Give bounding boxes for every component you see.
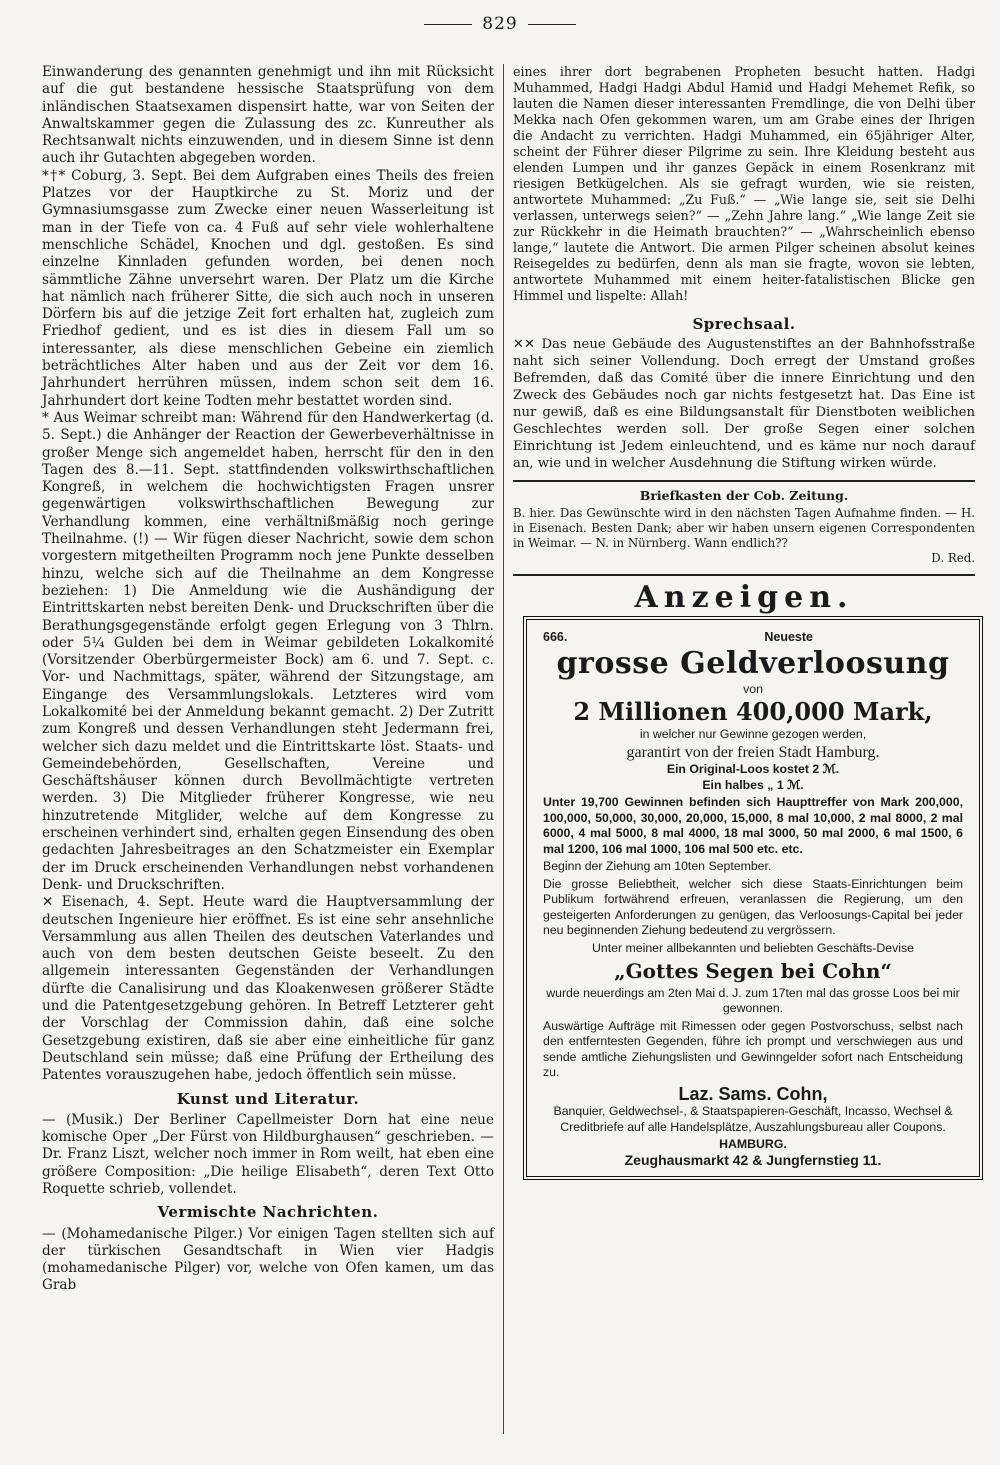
divider	[513, 480, 975, 482]
briefkasten-signature: D. Red.	[931, 551, 975, 565]
ad-won: wurde neuerdings am 2ten Mai d. J. zum 17ten mal das grosse Loos bei mir gewonnen.	[546, 985, 960, 1015]
ad-beginn: Beginn der Ziehung am 10ten September.	[543, 859, 772, 873]
anzeigen-heading: Anzeigen.	[634, 580, 854, 615]
article-coburg: *†* Coburg, 3. Sept. Bei dem Aufgraben eines Theils des freien Platzes vor der Hauptkirche zu St. Moriz und der Gymnasiumsgasse zum Zwecke einer neuen Wasserleitung ist man in der Tiefe von ca. 4 Fuß auf sehr viele wohlerhaltene menschliche Schädel, Knochen und dgl. gestoßen. Es sind einzelne Kinnladen gefunden worden, bei denen noch sämmtliche Zähne unversehrt waren. Der Platz um die Kirche hat nämlich nach früherer Sitte, die sich auch noch in unseren Dörfern bis auf die jetzige Zeit fort erhalten hat, zugleich zum Friedhof gedient, und es ist dies in diesem Fall um so interessanter, als diese menschlichen Gebeine ein ziemlich beträchtliches Alter haben und aus der Zeit vor dem 16. Jahrhundert herrühren müssen, indem schon seit dem 16. Jahrhundert dort keine Todten mehr bestattet worden sind.	[42, 167, 494, 409]
ad-firm: Laz. Sams. Cohn,	[678, 1083, 828, 1104]
ad-prizes: Unter 19,700 Gewinnen befinden sich Haupttreffer von Mark 200,000, 100,000, 50,000, 30,000, 20,000, 15,000, 8 mal 10,000, 2 mal 8000, 2 mal 6000, 4 mal 5000, 8 mal 4000, 18 mal 3000, 50 mal 2000, 6 mal 1500, 6 mal 1200, 106 mal 1000, 106 mal 500 etc. etc.	[543, 795, 963, 856]
ad-loos-full: Ein Original-Loos kostet 2 ℳ.	[666, 762, 840, 776]
ad-von: von	[743, 681, 763, 696]
kunst-text: — (Musik.) Der Berliner Capellmeister Dorn hat eine neue komische Oper „Der Fürst von Hildburghausen“ geschrieben. — Dr. Franz Liszt, welcher noch immer in Rom weilt, hat eben eine größere Composition: „Die heilige Elisabeth“, deren Text Otto Roquette schrieb, vollendet.	[42, 1111, 494, 1197]
ad-headline: grosse Geldverloosung	[556, 645, 950, 681]
ad-amount: 2 Millionen 400,000 Mark,	[573, 697, 933, 726]
page-number: 829	[0, 14, 1000, 34]
article-weimar: * Aus Weimar schreibt man: Während für den Handwerkertag (d. 5. Sept.) die Anhänger der Reaction der Gewerbeverhältnisse in großer Menge sich angemeldet haben, herrscht für den in den Tagen des 8.—11. Sept. stattfindenden volkswirthschaftlichen Kongreß, in welchem die hochwichtigsten Fragen unsrer gegenwärtigen volkswirthschaftlichen Bewegung zur Verhandlung kommen, eine verhältnißmäßig noch geringe Theilnahme. (!) — Wir fügen dieser Nachricht, sowie dem schon vorgestern mitgetheilten Programm noch jene Punkte desselben hinzu, welche sich auf die Theilnahme an dem Kongresse beziehen: 1) Die Anmeldung wie die Aushändigung der Eintrittskarten nebst bereiten Denk- und Druckschriften über die Berathungsgegenstände erfolgt gegen Erlegung von 3 Thlrn. oder 5¼ Gulden bei dem in Weimar gebildeten Lokalkomité (Vorsitzender Oberbürgermeister Bock) am 6. und 7. Sept. c. Vor- und Nachmittags, später, während der Sitzungstage, am Eingange des Versammlungslokals. Letzteres wird vom Lokalkomité bei der Anmeldung bekannt gemacht. 2) Der Zutritt zum Kongreß und dessen Verhandlungen steht Jedermann frei, welcher sich dazu meldet und die Eintrittskarte löst. Staats- und Gemeindebehörden, Gesellschaften, Vereine und Geschäftshäuser können durch Bevollmächtigte vertreten werden. 3) Die Mitglieder früherer Kongresse, wie neu hinzutretende Mitglider, welche auf dem Kongresse zu erscheinen verhindert sind, erhalten gegen Einsendung des oben gedachten Jahresbeitrages an den Schatzmeister ein Exemplar der im Druck erscheinenden Verhandlungen nebst vorhandenen Denk- und Druckschriften.	[42, 409, 494, 893]
ad-firm-desc: Banquier, Geldwechsel-, & Staatspapieren-Geschäft, Incasso, Wechsel & Creditbriefe auf alle Handelsplätze, Auszahlungsbureau aller Coupons.	[553, 1104, 953, 1134]
vermischte-text: — (Mohamedanische Pilger.) Vor einigen Tagen stellten sich auf der türkischen Gesandtschaft in Wien vier Hadgis (mohamedanische Pilger) vor, welche von Ofen kamen, um das Grab	[42, 1225, 494, 1294]
ad-body: Die grosse Beliebtheit, welcher sich diese Staats-Einrichtungen beim Publikum fortwährend erfreuen, veranlassen die Regierung, um den gesteigerten Anforderungen zu genügen, das Verloosungs-Capital bei jeder neu beginnenden Ziehung bedeutend zu vergrössern.	[543, 876, 963, 937]
ad-orders: Auswärtige Aufträge mit Rimessen oder gegen Postvorschuss, selbst nach den entferntesten Gegenden, führe ich prompt und verschwiegen aus und sende amtliche Ziehungslisten und Gewinngelder sofort nach Entscheidung zu.	[543, 1018, 963, 1079]
ad-loos-half: Ein halbes „ 1 ℳ.	[702, 777, 804, 792]
pilger-continuation: eines ihrer dort begrabenen Propheten besucht hatten. Hadgi Muhammed, Hadgi Hadgi Abdul Hamid und Hadgi Mehemet Refik, so lauten die Namen dieser interessanten Fremdlinge, die von Delhi über Mekka nach Ofen gekommen waren, um am Grabe eines der Ihrigen die Andacht zu verrichten. Hadgi Muhammed, ein 65jähriger Alter, scheint der Führer dieser Pilgrime zu sein. Ihre Kleidung besteht aus elenden Lumpen und ihr ganzes Gepäck in einem Rosenkranz mit riesigen Betkügelchen. Als sie gefragt wurden, wie sie reisten, antwortete Muhammed: „Zu Fuß.“ — „Wie lange sie, seit sie Delhi verlassen, unterwegs seien?“ — „Zehn Jahre lang.“ „Wie lange Zeit sie zur Rückkehr in die Heimath brauchten?“ — „Wahrscheinlich ebenso lange,“ lautete die Antwort. Die armen Pilger scheinen absolut keines Reisegeldes zu bedürfen, denn als man sie fragte, wovon sie lebten, antwortete Muhammed mit einem heiter-fatalistischen Blicke gen Himmel und lispelte: Allah!	[513, 64, 975, 303]
briefkasten-text: B. hier. Das Gewünschte wird in den nächsten Tagen Aufnahme finden. — H. in Eisenach. Besten Dank; aber wir haben unsern eigenen Correspondenten in Weimar. — N. in Nürnberg. Wann endlich??	[513, 506, 975, 550]
divider	[513, 574, 975, 576]
left-column	[42, 64, 494, 1295]
article-anwalt: Einwanderung des genannten genehmigt und ihn mit Rücksicht auf die gut bestandene hessische Staatsprüfung von dem inländischen Staatsexamen dispensirt hatte, war von Seiten der Anwaltskammer gegen die Zulassung des zc. Kunreuther als Rechtsanwalt nichts einzuwenden, und in diesem Sinne ist denn auch ihr Gutachten abgegeben worden.	[42, 64, 494, 167]
ad-devise-intro: Unter meiner allbekannten und beliebten Geschäfts-Devise	[592, 940, 914, 955]
article-eisenach: ✕ Eisenach, 4. Sept. Heute ward die Hauptversammlung der deutschen Ingenieure hier eröffnet. Es ist eine sehr ansehnliche Versammlung aus allen Theilen des deutschen Vaterlandes und auch von dem besten deutschen Geiste beseelt. Zu den allgemein interessanten Gegenständen der Verhandlungen dürfte die Canalisirung und das Kloakenwesen größerer Städte und die Patentgesetzgebung gehören. In Betreff Letzterer geht der Vorschlag der Commission dahin, daß eine solche Gesetzgebung existiren, daß sie aber eine einheitliche für ganz Deutschland sein müsse; daß eine Prüfung der Ertheilung des Patentes vorauszugehen habe, jedoch öffentlich sein müsse.	[42, 894, 494, 1084]
sprechsaal-heading: Sprechsaal.	[692, 315, 796, 333]
ad-neueste: Neueste	[764, 630, 813, 644]
ad-line1: in welcher nur Gewinne gezogen werden,	[639, 727, 867, 741]
sprechsaal-text: ✕✕ Das neue Gebäude des Augustenstiftes an der Bahnhofsstraße naht sich seiner Vollendung. Doch erregt der Umstand großes Befremden, daß das Comité über die innere Einrichtung und den Zweck des Gebäudes noch gar nichts festgesetzt hat. Das Eine ist nur gewiß, daß es eine Bildungsanstalt für Dienstboten weiblichen Geschlechtes werden soll. Der große Segen einer solchen Einrichtung ist Jedem einleuchtend, und es käme nur noch darauf an, wie und in welcher Ausdehnung die Stiftung wirken würde.	[513, 337, 975, 471]
ad-address: Zeughausmarkt 42 & Jungfernstieg 11.	[624, 1151, 882, 1168]
lottery-advertisement	[523, 616, 983, 1180]
vermischte-heading: Vermischte Nachrichten.	[157, 1203, 379, 1222]
ad-number: 666.	[543, 630, 568, 644]
ad-devise: „Gottes Segen bei Cohn“	[614, 959, 892, 983]
kunst-heading: Kunst und Literatur.	[176, 1089, 360, 1108]
ad-guarantee: garantirt von der freien Stadt Hamburg.	[626, 743, 880, 761]
column-divider	[503, 64, 504, 1434]
briefkasten-heading: Briefkasten der Cob. Zeitung.	[639, 488, 849, 503]
ad-city: HAMBURG.	[719, 1137, 787, 1151]
right-column	[513, 64, 975, 1180]
